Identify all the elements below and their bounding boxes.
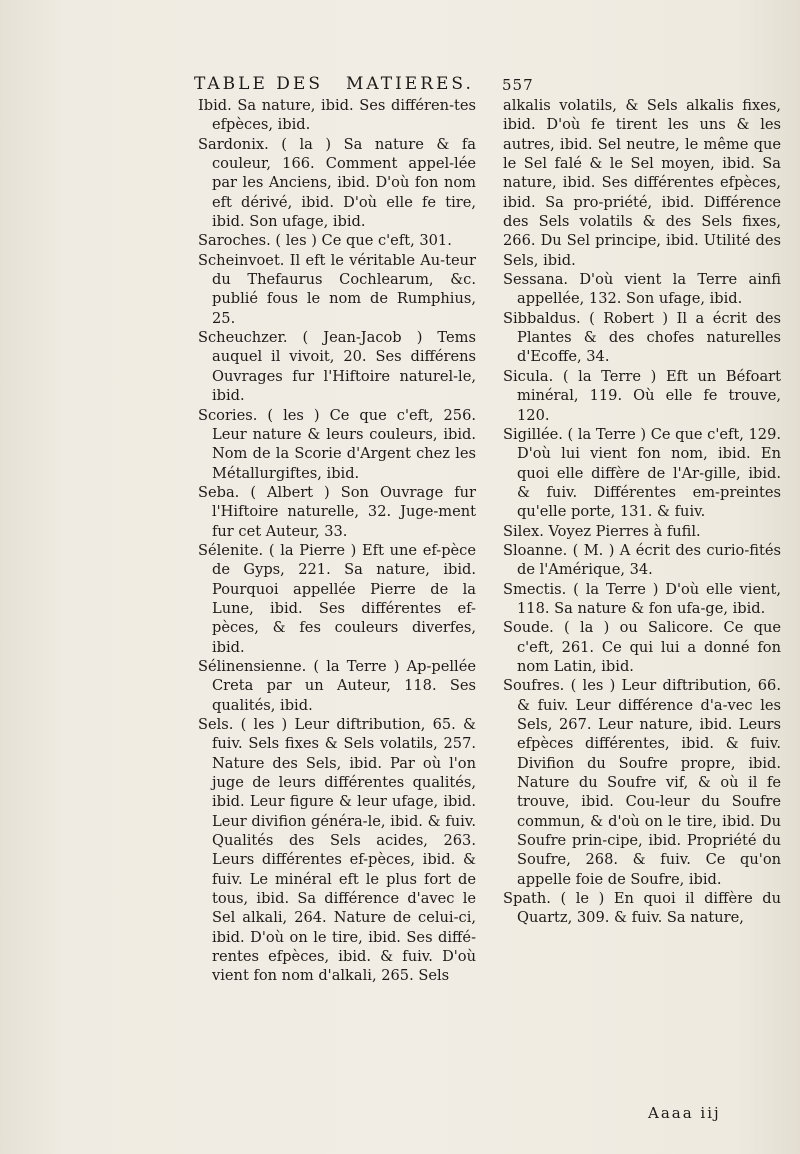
index-entry: Soude. ( la ) ou Salicore. Ce que c'eft, 261. Ce qui lui a donné fon nom Latin, ibid. xyxy=(503,619,781,675)
index-entry: Saroches. ( les ) Ce que c'eft, 301. xyxy=(198,232,452,250)
page-number: 557 xyxy=(502,76,534,94)
index-entry: Silex. Voyez Pierres à fufil. xyxy=(503,522,701,540)
index-entry: Smectis. ( la Terre ) D'où elle vient, 118. Sa nature & fon ufa-ge, ibid. xyxy=(503,580,781,617)
index-column-left xyxy=(198,96,476,986)
index-column-right xyxy=(503,96,781,928)
index-entry: Seba. ( Albert ) Son Ouvrage fur l'Hiftoire naturelle, 32. Juge-ment fur cet Auteur, 33. xyxy=(198,483,476,540)
index-entry: Sicula. ( la Terre ) Eft un Béfoart minéral, 119. Où elle fe trouve, 120. xyxy=(503,367,781,424)
header-title-right: MATIERES. xyxy=(346,74,474,94)
index-entry: Sessana. D'où vient la Terre ainfi appellée, 132. Son ufage, ibid. xyxy=(503,271,781,308)
index-entry: Sibbaldus. ( Robert ) Il a écrit des Plantes & des chofes naturelles d'Ecoffe, 34. xyxy=(503,309,781,366)
header-title-left: TABLE DES xyxy=(194,74,323,94)
index-entry: Sigillée. ( la Terre ) Ce que c'eft, 129. D'où lui vient fon nom, ibid. En quoi elle diffère de l'Ar-gille, ibid. & fuiv. Différentes em-preintes qu'elle porte, 131. & fuiv. xyxy=(503,425,782,521)
index-entry: Scheuchzer. ( Jean-Jacob ) Tems auquel il vivoit, 20. Ses différens Ouvrages fur l'Hiftoire naturel-le, ibid. xyxy=(198,329,476,405)
index-entry: Ibid. Sa nature, ibid. Ses différen-tes efpèces, ibid. xyxy=(198,97,476,134)
index-entry: Sélinensienne. ( la Terre ) Ap-pellée Creta par un Auteur, 118. Ses qualités, ibid. xyxy=(198,657,476,714)
running-header xyxy=(194,72,784,98)
signature-mark: Aaaa iij xyxy=(648,1104,721,1122)
index-entry: Scories. ( les ) Ce que c'eft, 256. Leur nature & leurs couleurs, ibid. Nom de la Scorie d'Argent chez les Métallurgiftes, ibid. xyxy=(198,406,476,482)
index-entry: Sardonix. ( la ) Sa nature & fa couleur, 166. Comment appel-lée par les Anciens, ibid. D'où fon nom eft dérivé, ibid. D'où elle fe tire, ibid. Son ufage, ibid. xyxy=(198,135,476,231)
index-entry: Soufres. ( les ) Leur diftribution, 66. & fuiv. Leur différence d'a-vec les Sels, 267. Leur nature, ibid. Leurs efpèces différentes, ibid. & fuiv. Divifion du Soufre propre, ibid. Nature du Soufre vif, & où il fe trouve, ibid. Cou-leur du Soufre commun, & d'où on le tire, ibid. Du Soufre prin-cipe, ibid. Propriété du Soufre, 268. & fuiv. Ce qu'on appelle foie de Soufre, ibid. xyxy=(503,677,781,888)
index-entry: Scheinvoet. Il eft le véritable Au-teur du Thefaurus Cochlearum, &c. publié fous le nom de Rumphius, 25. xyxy=(198,251,476,327)
index-entry: Sélenite. ( la Pierre ) Eft une ef-pèce de Gyps, 221. Sa nature, ibid. Pourquoi appellée Pierre de la Lune, ibid. Ses différentes ef-pèces, & fes couleurs diverfes, ibid. xyxy=(198,541,476,656)
index-entry: Sels. ( les ) Leur diftribution, 65. & fuiv. Sels fixes & Sels volatils, 257. Nature des Sels, ibid. Par où l'on juge de leurs différentes qualités, ibid. Leur figure & leur ufage, ibid. Leur divifion généra-le, ibid. & fuiv. Qualités des Sels acides, 263. Leurs différentes ef-pèces, ibid. & fuiv. Le minéral eft le plus fort de tous, ibid. Sa différence d'avec le Sel alkali, 264. Nature de celui-ci, ibid. D'où on le tire, ibid. Ses diffé-rentes efpèces, ibid. & fuiv. D'où vient fon nom d'alkali, 265. Sels xyxy=(198,716,476,985)
index-entry: Spath. ( le ) En quoi il diffère du Quartz, 309. & fuiv. Sa nature, xyxy=(503,890,781,927)
index-entry-continued: alkalis volatils, & Sels alkalis fixes, ibid. D'où fe tirent les uns & les autres, ibid. Sel neutre, le même que le Sel falé & le Sel moyen, ibid. Sa nature, ibid. Ses différentes efpèces, ibid. Sa pro-priété, ibid. Différence des Sels volatils & des Sels fixes, 266. Du Sel principe, ibid. Utilité des Sels, ibid. xyxy=(503,97,781,269)
index-entry: Sloanne. ( M. ) A écrit des curio-fités de l'Amérique, 34. xyxy=(503,541,781,579)
